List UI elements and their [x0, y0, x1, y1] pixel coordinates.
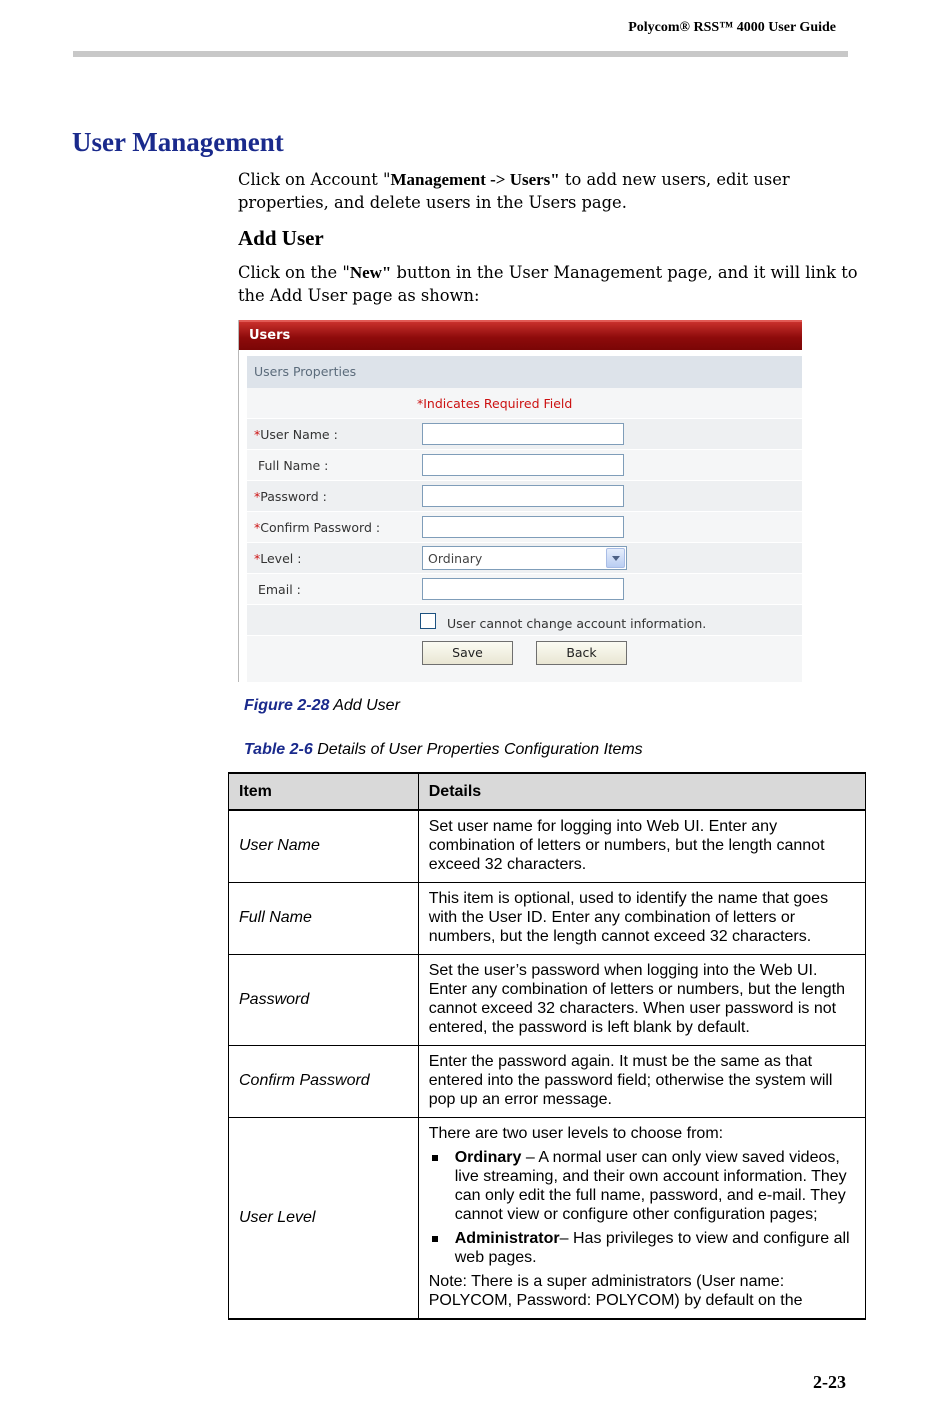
table-row [229, 810, 866, 883]
users-header-bar [239, 320, 802, 350]
save-button[interactable]: Save [422, 641, 513, 665]
level-label: *Level : [254, 551, 302, 566]
table-cell-item: User Name [229, 810, 419, 883]
table-cell-item: Password [229, 955, 419, 1046]
table-cell-item: Confirm Password [229, 1046, 419, 1118]
running-header: Polycom® RSS™ 4000 User Guide [628, 20, 836, 35]
new-bold: New" [349, 263, 392, 282]
table-row [229, 883, 866, 955]
table-cell-details: Enter the password again. It must be the same as that entered into the password field; otherwise the system will pop up an error message. [418, 1046, 865, 1118]
level-select[interactable] [422, 546, 627, 570]
cannot-change-label: User cannot change account information. [447, 616, 707, 631]
add-user-paragraph: Click on the "New" button in the User Management page, and it will link to the Add User page as shown: [238, 263, 858, 305]
level-intro: There are two user levels to choose from: [428, 1125, 724, 1142]
table-row [229, 955, 866, 1046]
table-cell-details: This item is optional, used to identify the name that goes with the User ID. Enter any combination of letters or numbers, but the length cannot exceed 32 characters. [418, 883, 865, 955]
intro-bold: Management -> Users" [390, 170, 560, 189]
table-row [229, 1118, 866, 1320]
table-cell-item: Full Name [229, 883, 419, 955]
user-name-input[interactable] [422, 423, 624, 445]
bullet-ordinary: Ordinary – A normal user can only view saved videos, live streaming, and their own account information. They can only edit the full name, password, and e-mail. They cannot view or configure other configuration pages; [429, 1148, 857, 1224]
user-name-label: *User Name : [254, 427, 338, 442]
full-name-input[interactable] [422, 454, 624, 476]
full-name-label: Full Name : [257, 458, 329, 473]
level-note: Note: There is a super administrators (User name: POLYCOM, Password: POLYCOM) by default on the [428, 1273, 803, 1309]
page-number: 2-23 [813, 1372, 846, 1392]
add-user-screenshot [238, 320, 802, 682]
bullet-administrator: Administrator– Has privileges to view and configure all web pages. [429, 1229, 857, 1267]
table-header-row [229, 773, 866, 810]
column-header-item: Item [229, 773, 419, 810]
level-select-value: Ordinary [428, 551, 483, 566]
users-properties-title: Users Properties [254, 364, 357, 379]
password-input[interactable] [422, 485, 624, 507]
required-field-note: *Indicates Required Field [417, 396, 573, 411]
email-label: Email : [257, 582, 301, 597]
table-cell-details: Set user name for logging into Web UI. Enter any combination of letters or numbers, but the length cannot exceed 32 characters. [418, 810, 865, 883]
password-label: *Password : [254, 489, 327, 504]
table-cell-item: User Level [229, 1118, 419, 1320]
confirm-password-label: *Confirm Password : [254, 520, 381, 535]
header-rule [73, 51, 848, 57]
details-table [228, 772, 866, 1320]
users-properties-bar [247, 356, 802, 388]
confirm-password-input[interactable] [422, 516, 624, 538]
table-caption: Table 2-6 Details of User Properties Configuration Items [244, 741, 643, 758]
form-row [247, 635, 802, 666]
section-title: User Management [72, 127, 284, 157]
intro-paragraph: Click on Account "Management -> Users" to add new users, edit user properties, and delete users in the Users page. [238, 170, 790, 212]
email-input[interactable] [422, 578, 624, 600]
table-row [229, 1046, 866, 1118]
back-button[interactable]: Back [536, 641, 627, 665]
subsection-title: Add User [238, 226, 324, 250]
chevron-down-icon[interactable] [606, 548, 625, 568]
table-cell-details [418, 1118, 865, 1320]
figure-caption: Figure 2-28 Add User [244, 697, 400, 714]
table-cell-details: Set the user’s password when logging into the Web UI. Enter any combination of letters or numbers, but the length cannot exceed 32 characters. When user password is not entered, the password is left blank by default. [418, 955, 865, 1046]
users-header-title: Users [249, 328, 291, 343]
column-header-details: Details [418, 773, 865, 810]
cannot-change-checkbox[interactable] [420, 613, 436, 629]
